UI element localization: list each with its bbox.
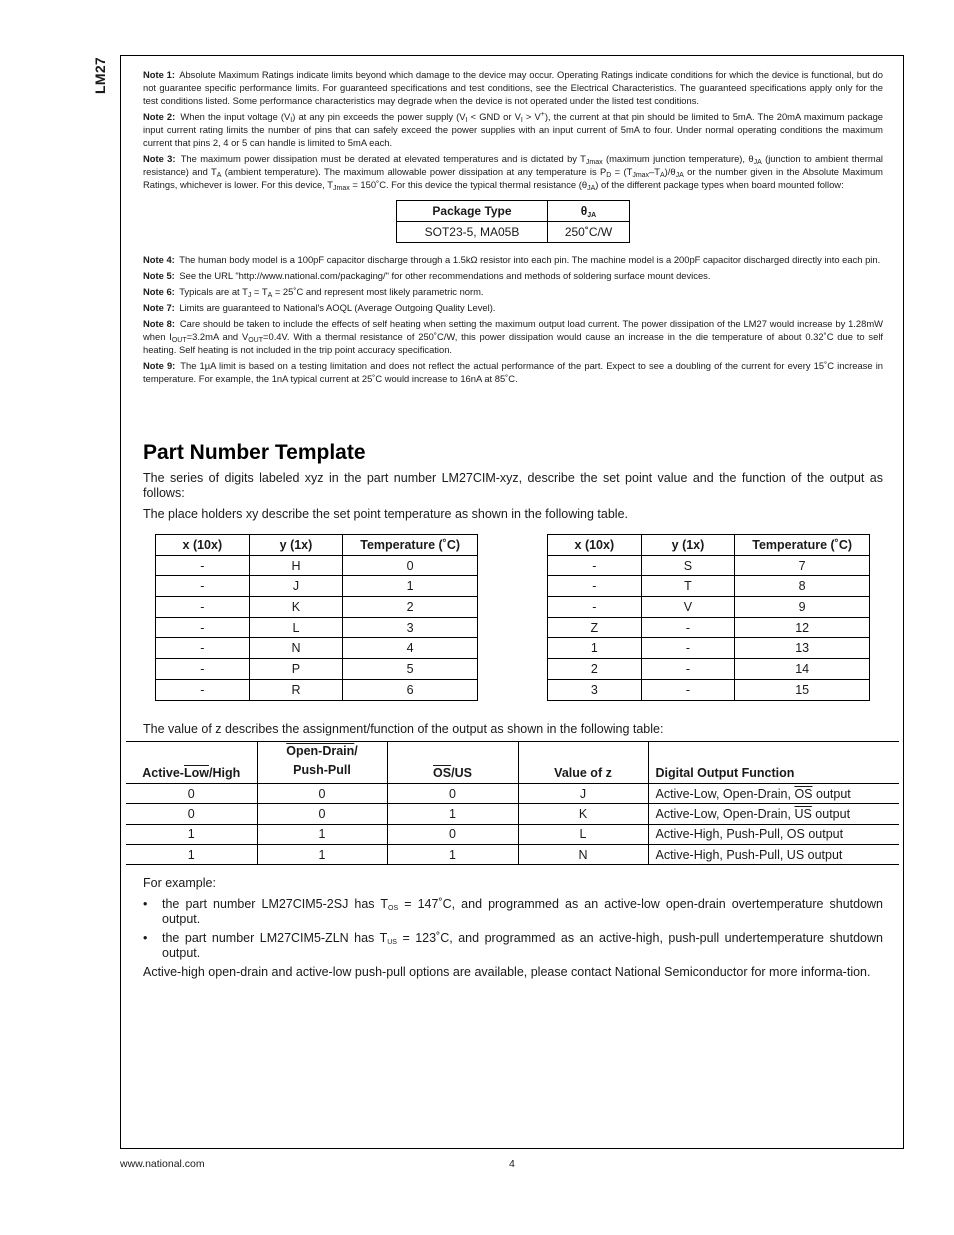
xy-table-left [155,534,478,701]
note-3-text: ) of the different package types when board mounted follow: [595,179,844,190]
table-row [156,659,478,680]
table-header-row [397,201,630,222]
x-cell: - [548,597,642,618]
note-6-text: = T [251,286,268,297]
table-row [548,617,870,638]
y-cell: J [249,576,343,597]
list-item-text: = 123˚C, and programmed as an active-high, push-pull undertemperature shutdown output. [162,931,883,960]
example-intro: For example: [143,876,216,890]
superscript: + [540,111,545,118]
note-1 [143,68,883,107]
table-row [126,824,899,844]
note-4-label: Note 4: [143,254,175,265]
note-3-text: (maximum junction temperature), θ [602,153,754,164]
note-3-text: (junction to ambient thermal resistance) and T [143,153,883,177]
value-of-z-cell: N [518,844,648,864]
x-cell: Z [548,617,642,638]
table-row [156,617,478,638]
note-5-label: Note 5: [143,270,175,281]
x-cell: - [156,659,250,680]
note-4 [143,253,883,266]
table-row [548,576,870,597]
digital-output-function-cell [648,804,899,824]
x-cell: - [156,679,250,700]
table-row [156,555,478,576]
subscript: US [387,939,397,946]
active-low-high-cell: 0 [126,804,257,824]
theta-ja-cell: 250˚C/W [547,222,629,243]
temperature-cell: 12 [735,617,870,638]
os-us-header [387,742,518,784]
note-8 [143,317,883,356]
section-title: Part Number Template [143,441,366,464]
value-of-z-cell: L [518,824,648,844]
note-2-text: > V [522,111,541,122]
table-row [126,784,899,804]
digital-output-function-cell [648,844,899,864]
active-low-high-cell: 1 [126,844,257,864]
temperature-column-header: Temperature (˚C) [343,535,478,556]
note-6-text: Typicals are at T [179,286,248,297]
function-text: output [812,786,851,801]
note-8-text: =0.4V. With a thermal resistance of 250˚C/W, this power dissipation would cause an increase in the die temperature of about 0.32˚C due to self heating. Self heating is not included in the trip point accuracy specification. [143,331,884,355]
table-header-row [156,535,478,556]
temperature-cell: 8 [735,576,870,597]
subscript: JA [675,172,684,179]
subscript: J [247,292,252,299]
temperature-cell: 3 [343,617,478,638]
table-row [156,679,478,700]
x-column-header: x (10x) [548,535,642,556]
example-list [143,897,883,980]
table-row [126,804,899,824]
os-us-cell: 0 [387,824,518,844]
note-6-label: Note 6: [143,286,175,297]
table-header-row [126,742,899,784]
list-item-text: the part number LM27CIM5-ZLN has T [162,931,388,945]
placeholder-paragraph: The place holders xy describe the set point temperature as shown in the following table. [143,507,628,521]
note-5 [143,269,883,282]
subscript: JA [753,159,762,166]
table-row [397,222,630,243]
note-3-label: Note 3: [143,153,176,164]
notes-section [143,68,883,388]
os-us-cell: 1 [387,804,518,824]
subscript: Jmax [585,159,603,166]
subscript: A [660,172,665,179]
note-3-text: = (T [611,166,633,177]
z-paragraph: The value of z describes the assignment/function of the output as shown in the following table: [143,722,664,736]
active-low-high-cell: 1 [126,824,257,844]
subscript: Jmax [333,185,350,192]
header-text-overline: Open-Drain [286,744,355,758]
note-2-text: ) at any pin exceeds the power supply (V [292,111,466,122]
table-row [548,679,870,700]
x-cell: - [156,638,250,659]
temperature-cell: 9 [735,597,870,618]
note-2-text: When the input voltage (V [180,111,291,122]
note-2 [143,110,883,149]
header-line-1 [262,742,383,761]
y-cell: S [641,555,735,576]
note-3 [143,152,883,191]
y-column-header: y (1x) [249,535,343,556]
function-text: Active-High, Push-Pull, US output [655,847,843,862]
y-cell: - [641,617,735,638]
package-type-cell: SOT23-5, MA05B [397,222,548,243]
header-text: /High [208,766,241,780]
subscript: OS [388,905,399,912]
value-of-z-header: Value of z [518,742,648,784]
note-3-text: = 150˚C. For this device the typical thermal resistance (θ [349,179,588,190]
temperature-cell: 5 [343,659,478,680]
note-8-text: Care should be taken to include the effects of self heating when setting the maximum output load current. The power dissipation of the LM27 would increase by 1.28mW when I [143,318,883,342]
temperature-cell: 4 [343,638,478,659]
subscript: D [606,172,612,179]
y-cell: L [249,617,343,638]
note-3-text: (ambient temperature). The maximum allowable power dissipation at any temperature is P [221,166,607,177]
xy-table-right [547,534,870,701]
package-type-header: Package Type [397,201,548,222]
note-8-text: =3.2mA and V [186,331,249,342]
digital-output-function-header: Digital Output Function [648,742,899,784]
os-us-cell: 1 [387,844,518,864]
note-7-text: Limits are guaranteed to National's AOQL (Average Outgoing Quality Level). [179,302,496,313]
subscript: JA [587,212,597,219]
header-line-2: Push-Pull [293,763,351,777]
note-1-text: Absolute Maximum Ratings indicate limits beyond which damage to the device may occur. Operating Ratings indicate conditions for which the device is functional, but do not guarantee specific performance limits. For guaranteed specifications and test conditions, see the Electrical Characteristics. The guaranteed specifications apply only for the test conditions listed. Some performance characteristics may degrade when the device is not operated under the listed test conditions. [143,69,883,106]
table-row [548,555,870,576]
table-row [548,659,870,680]
y-column-header: y (1x) [641,535,735,556]
y-cell: V [641,597,735,618]
table-row [156,638,478,659]
open-drain-push-pull-cell: 1 [257,824,387,844]
note-6 [143,285,883,298]
subscript: Jmax [632,172,650,179]
temperature-cell: 0 [343,555,478,576]
package-table [396,200,630,243]
open-drain-push-pull-cell: 0 [257,784,387,804]
note-7-label: Note 7: [143,302,175,313]
list-item [143,897,883,927]
note-9-label: Note 9: [143,360,176,371]
y-cell: H [249,555,343,576]
header-text: /US [451,766,472,780]
temperature-cell: 14 [735,659,870,680]
digital-output-function-cell [648,784,899,804]
note-7 [143,301,883,314]
table-row [548,597,870,618]
note-3-text: The maximum power dissipation must be derated at elevated temperatures and is dictated by T [180,153,586,164]
note-3-text: or the number given in the Absolute Maximum Ratings, whichever is lower. For this device, T [143,166,883,190]
function-text-overline: $\overline{US}$ [794,806,812,821]
bullet-icon: • [143,897,148,911]
note-3-text: –T [649,166,660,177]
temperature-cell: 7 [735,555,870,576]
active-low-high-cell: 0 [126,784,257,804]
header-text: Active- [142,766,184,780]
active-low-high-header [126,742,257,784]
subscript: A [216,172,222,179]
note-9-text: The 1µA limit is based on a testing limitation and does not reflect the actual performance of the part. Expect to see a doubling of the current for every 15˚C increase in temperature. For example, the 1nA typical current at 25˚C would increase to 16nA at 85˚C. [143,360,883,384]
x-cell: - [156,617,250,638]
x-cell: 3 [548,679,642,700]
subscript: I [465,117,468,124]
temperature-cell: 1 [343,576,478,597]
value-of-z-cell: K [518,804,648,824]
y-cell: K [249,597,343,618]
subscript: OUT [171,337,187,344]
y-cell: - [641,638,735,659]
header-text-overline: $\overline{Low}$ [183,766,209,780]
note-3-text: )/θ [664,166,676,177]
z-table [126,741,899,865]
bullet-icon: • [143,931,148,945]
os-us-cell: 0 [387,784,518,804]
note-9 [143,359,883,385]
subscript: I [520,117,523,124]
value-of-z-cell: J [518,784,648,804]
function-text: Active-Low, Open-Drain, [655,806,795,821]
page-number: 4 [509,1158,515,1170]
x-cell: - [156,576,250,597]
y-cell: N [249,638,343,659]
x-cell: 1 [548,638,642,659]
temperature-cell: 6 [343,679,478,700]
open-drain-push-pull-cell: 0 [257,804,387,824]
table-row [156,597,478,618]
x-cell: 2 [548,659,642,680]
note-5-text: See the URL "http://www.national.com/packaging/" for other recommendations and methods of soldering surface mount devices. [179,270,711,281]
x-cell: - [548,576,642,597]
note-4-text: The human body model is a 100pF capacitor discharge through a 1.5kΩ resistor into each pin. The machine model is a 200pF capacitor discharged directly into each pin. [179,254,881,265]
list-item [143,931,883,961]
function-text: Active-Low, Open-Drain, [655,786,795,801]
table-row [548,638,870,659]
function-text-overline: $\overline{OS}$ [794,786,813,801]
temperature-column-header: Temperature (˚C) [735,535,870,556]
header-text-overline: $\overline{OS}$ [433,766,452,780]
table-header-row [548,535,870,556]
temperature-cell: 13 [735,638,870,659]
open-drain-push-pull-cell: 1 [257,844,387,864]
y-cell: R [249,679,343,700]
x-cell: - [548,555,642,576]
note-1-label: Note 1: [143,69,175,80]
temperature-cell: 2 [343,597,478,618]
header-text: / [354,744,358,758]
y-cell: - [641,659,735,680]
function-text: Active-High, Push-Pull, OS output [655,827,844,842]
theta-symbol: θ [580,204,588,218]
note-8-label: Note 8: [143,318,176,329]
table-row [156,576,478,597]
intro-paragraph: The series of digits labeled xyz in the part number LM27CIM-xyz, describe the set point value and the function of the output as follows: [143,471,883,500]
closing-paragraph: Active-high open-drain and active-low push-pull options are available, please contact National Semiconductor for more informa-tion. [143,965,871,979]
note-2-label: Note 2: [143,111,176,122]
y-cell: P [249,659,343,680]
table-row [126,844,899,864]
x-cell: - [156,555,250,576]
y-cell: - [641,679,735,700]
temperature-cell: 15 [735,679,870,700]
function-text: output [811,806,851,821]
open-drain-push-pull-header [257,742,387,784]
y-cell: T [641,576,735,597]
x-cell: - [156,597,250,618]
digital-output-function-cell [648,824,899,844]
subscript: A [267,292,273,299]
subscript: OUT [248,337,264,344]
note-2-text: < GND or V [467,111,521,122]
subscript: JA [587,185,596,192]
x-column-header: x (10x) [156,535,250,556]
list-item-text: = 147˚C, and programmed as an active-low open-drain overtemperature shutdown output. [162,897,884,926]
note-6-text: = 25˚C and represent most likely parametric norm. [272,286,484,297]
theta-ja-header [547,201,629,222]
list-item-text: the part number LM27CIM5-2SJ has T [162,897,389,911]
side-label: LM27 [92,57,108,95]
footer-website: www.national.com [120,1158,205,1170]
subscript: I [290,117,293,124]
note-2-text: ), the current at that pin should be limited to 5mA. The 20mA maximum package input current rating limits the number of pins that can safely exceed the power supplies with an input current of 5mA to four. Under normal operating conditions the maximum current that pins 2, 4 or 5 can handle is limited to 5mA each. [143,111,884,148]
